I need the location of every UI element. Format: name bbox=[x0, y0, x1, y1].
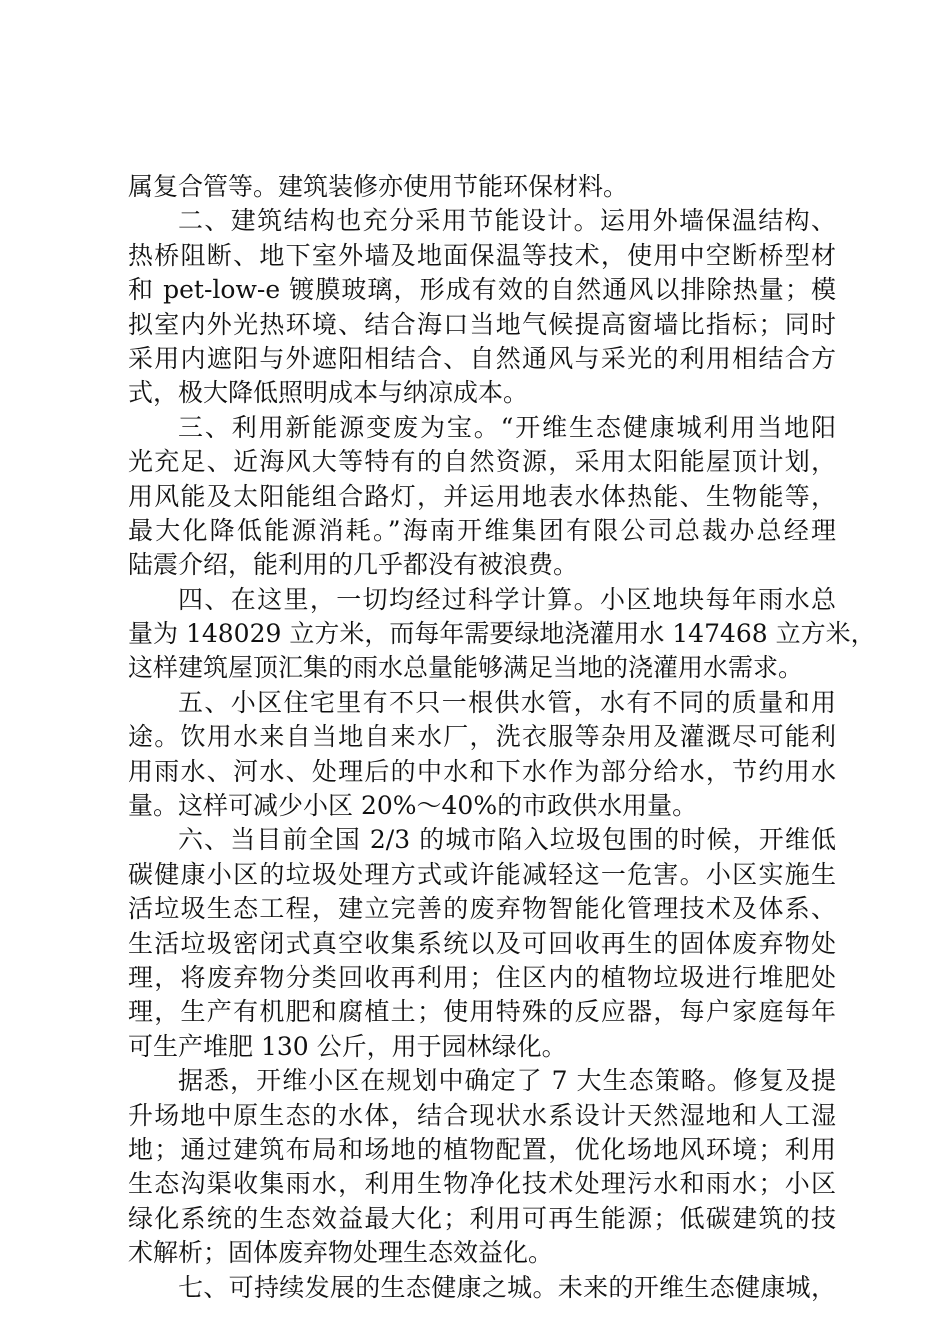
text-line: 生活垃圾密闭式真空收集系统以及可回收再生的固体废弃物处 bbox=[128, 928, 836, 958]
text-line: 属复合管等。建筑装修亦使用节能环保材料。 bbox=[128, 172, 629, 201]
text-line: 活垃圾生态工程，建立完善的废弃物智能化管理技术及体系、 bbox=[128, 894, 836, 924]
text-line: 用风能及太阳能组合路灯，并运用地表水体热能、生物能等， bbox=[128, 481, 836, 511]
paragraph-first-line: 五、小区住宅里有不只一根供水管，水有不同的质量和用 bbox=[178, 687, 836, 717]
paragraph-first-line: 六、当目前全国 2/3 的城市陷入垃圾包围的时候，开维低 bbox=[178, 825, 836, 855]
paragraph-first-line: 据悉，开维小区在规划中确定了 7 大生态策略。修复及提 bbox=[178, 1066, 836, 1096]
document-body bbox=[128, 170, 876, 1305]
text-line: 采用内遮阳与外遮阳相结合、自然通风与采光的利用相结合方 bbox=[128, 343, 836, 373]
text-line: 陆震介绍，能利用的几乎都没有被浪费。 bbox=[128, 550, 579, 580]
text-line: 和 pet-low-e 镀膜玻璃，形成有效的自然通风以排除热量；模 bbox=[128, 275, 836, 305]
paragraph-first-line: 三、利用新能源变废为宝。“开维生态健康城利用当地阳 bbox=[178, 412, 836, 442]
text-line: 理，将废弃物分类回收再利用；住区内的植物垃圾进行堆肥处 bbox=[128, 962, 836, 992]
text-line: 途。饮用水来自当地自来水厂，洗衣服等杂用及灌溉尽可能利 bbox=[128, 722, 836, 752]
text-line: 碳健康小区的垃圾处理方式或许能减轻这一危害。小区实施生 bbox=[128, 859, 836, 889]
text-line: 这样建筑屋顶汇集的雨水总量能够满足当地的浇灌用水需求。 bbox=[128, 653, 804, 683]
text-line: 最大化降低能源消耗。”海南开维集团有限公司总裁办总经理 bbox=[128, 515, 836, 545]
text-line: 量。这样可减少小区 20%～40%的市政供水用量。 bbox=[128, 791, 698, 821]
text-line: 热桥阻断、地下室外墙及地面保温等技术，使用中空断桥型材 bbox=[128, 240, 836, 270]
paragraph-first-line: 四、在这里，一切均经过科学计算。小区地块每年雨水总 bbox=[178, 584, 836, 614]
text-line: 生态沟渠收集雨水，利用生物净化技术处理污水和雨水；小区 bbox=[128, 1169, 836, 1199]
paragraph-first-line: 七、可持续发展的生态健康之城。未来的开维生态健康城， bbox=[178, 1272, 836, 1302]
text-line: 光充足、近海风大等特有的自然资源，采用太阳能屋顶计划， bbox=[128, 447, 836, 477]
text-line: 可生产堆肥 130 公斤，用于园林绿化。 bbox=[128, 1031, 567, 1061]
text-line: 理，生产有机肥和腐植土；使用特殊的反应器，每户家庭每年 bbox=[128, 997, 836, 1027]
paragraph-first-line: 二、建筑结构也充分采用节能设计。运用外墙保温结构、 bbox=[178, 206, 836, 236]
text-line: 绿化系统的生态效益最大化；利用可再生能源；低碳建筑的技 bbox=[128, 1203, 836, 1233]
text-line: 地；通过建筑布局和场地的植物配置，优化场地风环境；利用 bbox=[128, 1134, 836, 1164]
text-line: 拟室内外光热环境、结合海口当地气候提高窗墙比指标；同时 bbox=[128, 309, 836, 339]
text-line: 用雨水、河水、处理后的中水和下水作为部分给水，节约用水 bbox=[128, 756, 836, 786]
text-line: 式，极大降低照明成本与纳凉成本。 bbox=[128, 378, 529, 408]
text-line: 量为 148029 立方米，而每年需要绿地浇灌用水 147468 立方米， bbox=[128, 619, 876, 649]
text-line: 术解析；固体废弃物处理生态效益化。 bbox=[128, 1238, 554, 1268]
text-line: 升场地中原生态的水体，结合现状水系设计天然湿地和人工湿 bbox=[128, 1100, 836, 1130]
